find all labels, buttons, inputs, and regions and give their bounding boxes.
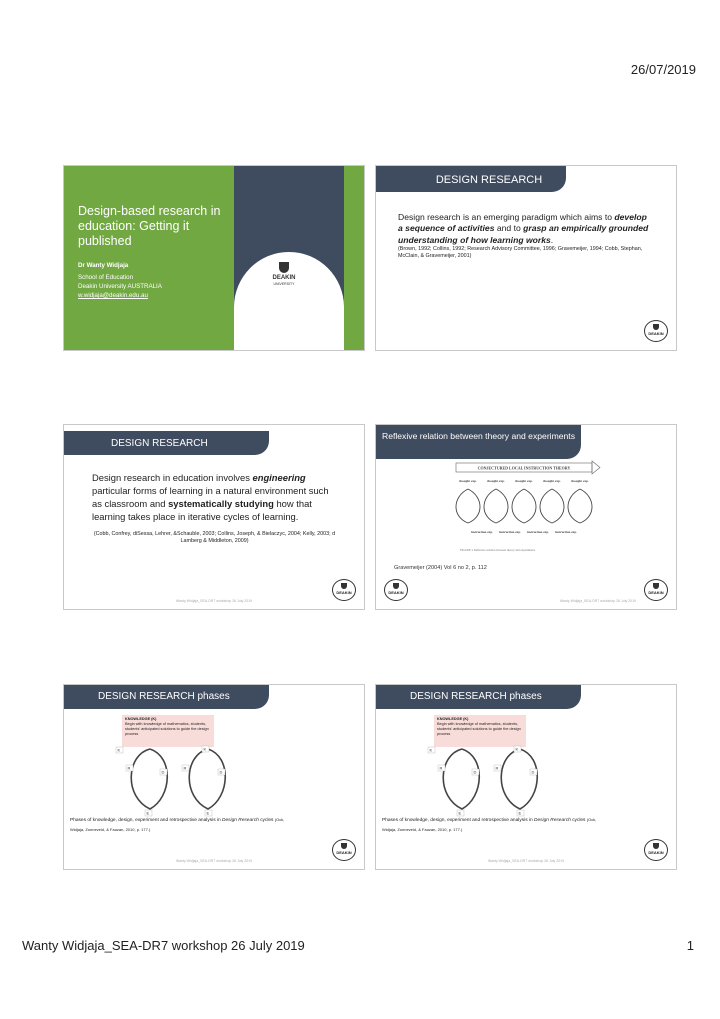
body-text: Design research in education involves <box>92 472 253 483</box>
logo-subtext: UNIVERSITY <box>273 282 295 286</box>
phases-caption <box>70 815 360 835</box>
shield-icon <box>393 583 399 589</box>
thought-exp-label: thought exp. <box>459 479 477 483</box>
phase-label: K <box>117 747 121 753</box>
deakin-logo <box>384 579 408 601</box>
caption-emphasis: Design Research <box>534 818 571 823</box>
slide-phases-2 <box>375 684 677 870</box>
affiliation-university: Deakin University AUSTRALIA <box>78 283 162 290</box>
reference-text: (Brown, 1992; Collins, 1992; Research Advisory Committee, 1996; Gravemeijer, 1994; Cobb, Stephan, McClain, & Gravemeijer, 2001) <box>398 246 643 260</box>
shield-icon <box>653 843 659 849</box>
figure-caption: FIGURE 2 Reflexive relation between theory and experiments <box>460 548 536 552</box>
slide-phases-1 <box>63 684 365 870</box>
phase-label: K <box>429 747 433 753</box>
caption-text: Phases of knowledge, design, experiment and retrospective analysis in <box>70 818 222 823</box>
slide-header-bar <box>64 431 269 455</box>
phases-diagram <box>114 737 264 817</box>
phase-label: E <box>518 810 522 816</box>
slide-body <box>398 212 653 260</box>
slide-title <box>63 165 365 351</box>
knowledge-heading: KNOWLEDGE (K) <box>437 717 469 721</box>
thought-exp-label: thought exp. <box>515 479 533 483</box>
shield-icon <box>341 583 347 589</box>
shield-icon <box>279 262 289 273</box>
caption-citation: (Ock, <box>586 817 597 822</box>
slide-heading: DESIGN RESEARCH <box>435 174 543 186</box>
slide-footer: Wanty Widjaja_SEA-DR7 workshop 26 July 2019 <box>175 599 253 603</box>
caption-emphasis: Design Research <box>222 818 259 823</box>
author-info <box>78 273 162 300</box>
logo-text: DEAKIN <box>648 590 664 595</box>
affiliation-school: School of Education <box>78 274 134 281</box>
logo-text: DEAKIN <box>272 275 296 281</box>
phase-label: R <box>127 765 131 771</box>
thought-exp-label: thought exp. <box>487 479 505 483</box>
page-number: 1 <box>686 938 694 953</box>
phase-label: R <box>183 765 187 771</box>
body-text: particular forms of learning in a natural environment such as classroom and <box>92 485 329 509</box>
slide-footer: Wanty Widjaja_SEA-DR7 workshop 26 July 2019 <box>559 599 636 603</box>
logo-text: DEAKIN <box>648 331 664 336</box>
logo-text: DEAKIN <box>336 590 352 595</box>
author-name: Dr Wanty Widjaja <box>78 262 129 269</box>
caption-text: cycles <box>258 818 275 823</box>
theory-label: CONJECTURED LOCAL INSTRUCTION THEORY <box>477 465 571 471</box>
emphasis-text: engineering <box>252 472 306 483</box>
knowledge-text: Begin with knowledge of mathematics, students, students' anticipated solutions to guide the design process <box>437 722 521 736</box>
slide-footer: Wanty Widjaja_SEA-DR7 workshop 26 July 2019 <box>175 859 253 863</box>
emphasis-text: systematically studying <box>168 498 274 509</box>
deakin-logo <box>644 320 668 342</box>
phase-label: R <box>439 765 443 771</box>
instruction-exp-label: instruction exp. <box>527 530 549 534</box>
knowledge-heading: KNOWLEDGE (K) <box>125 717 157 721</box>
body-text: how that learning takes place in iterative cycles of learning. <box>92 498 312 522</box>
body-text: Design research is an emerging paradigm which aims to <box>398 212 615 222</box>
page-footer-text: Wanty Widjaja_SEA-DR7 workshop 26 July 2019 <box>22 938 305 953</box>
shield-icon <box>653 324 659 330</box>
phases-diagram <box>426 737 576 817</box>
deakin-logo <box>264 262 304 287</box>
phase-label: R <box>495 765 499 771</box>
logo-text: DEAKIN <box>648 850 664 855</box>
slide-title-text: Design-based research in education: Getting it published <box>78 204 221 248</box>
caption-citation: Widjaja, Zonneveld, & Fauzan, 2010, p. 177.) <box>382 827 463 832</box>
shield-icon <box>653 583 659 589</box>
emphasis-text: grasp an empirically grounded understanding of how learning works <box>398 223 649 245</box>
knowledge-text: Begin with knowledge of mathematics, students, students' anticipated solutions to guide the design process <box>125 722 209 736</box>
body-text: and to <box>494 223 524 234</box>
caption-text: Phases of knowledge, design, experiment and retrospective analysis in <box>382 818 534 823</box>
logo-text: DEAKIN <box>336 850 352 855</box>
slide-header-bar <box>376 166 566 192</box>
deakin-logo <box>332 839 356 861</box>
slide-heading: Reflexive relation between theory and experiments <box>382 431 575 441</box>
deakin-logo <box>644 579 668 601</box>
caption-citation: (Ock, <box>274 817 285 822</box>
deakin-logo <box>332 579 356 601</box>
caption-text: cycles <box>570 818 587 823</box>
phase-label: E <box>206 810 210 816</box>
reference-text: (Cobb, Confrey, diSessa, Lehrer, &Schauble, 2003; Collins, Joseph, & Bielaczyc, 2004; Kelly, 2003; d Lamberg & Middleton, 2009) <box>93 531 336 544</box>
instruction-exp-label: instruction exp. <box>555 530 577 534</box>
emphasis-text: develop a sequence of activities <box>398 212 647 234</box>
phases-caption <box>382 815 672 835</box>
phase-label: D <box>219 769 223 775</box>
phase-label: D <box>473 769 477 775</box>
phase-label: K <box>515 746 519 752</box>
phase-label: E <box>458 810 462 816</box>
instruction-exp-label: instruction exp. <box>499 530 521 534</box>
shield-icon <box>341 843 347 849</box>
slide-heading: DESIGN RESEARCH phases <box>98 691 230 702</box>
thought-exp-label: thought exp. <box>571 479 589 483</box>
slide-footer: Wanty Widjaja_SEA-DR7 workshop 26 July 2019 <box>487 859 565 863</box>
phase-label: K <box>203 746 207 752</box>
slide-header-bar <box>64 685 269 709</box>
caption-citation: Widjaja, Zonneveld, & Fauzan, 2010, p. 177.) <box>70 827 151 832</box>
phase-label: D <box>531 769 535 775</box>
slide-header-bar <box>376 685 581 709</box>
slide-body <box>92 471 337 523</box>
phase-label: D <box>161 769 165 775</box>
reflexive-diagram <box>454 459 604 559</box>
slide-design-research-1 <box>375 165 677 351</box>
author-email-link[interactable]: w.widjaja@deakin.edu.au <box>78 292 148 299</box>
slide-heading: DESIGN RESEARCH phases <box>410 691 542 702</box>
phase-label: E <box>146 810 150 816</box>
logo-text: DEAKIN <box>388 590 404 595</box>
deakin-logo <box>644 839 668 861</box>
slide-heading: DESIGN RESEARCH <box>111 438 208 449</box>
slide-header-bar <box>376 425 581 459</box>
instruction-exp-label: instruction exp. <box>471 530 493 534</box>
slide-design-research-2 <box>63 424 365 610</box>
page-date: 26/07/2019 <box>630 62 696 77</box>
thought-exp-label: thought exp. <box>543 479 561 483</box>
body-text: . <box>550 234 554 245</box>
source-caption: Gravemeijer (2004) Vol 6 no 2, p. 112 <box>394 565 487 571</box>
slide-reflexive-relation <box>375 424 677 610</box>
